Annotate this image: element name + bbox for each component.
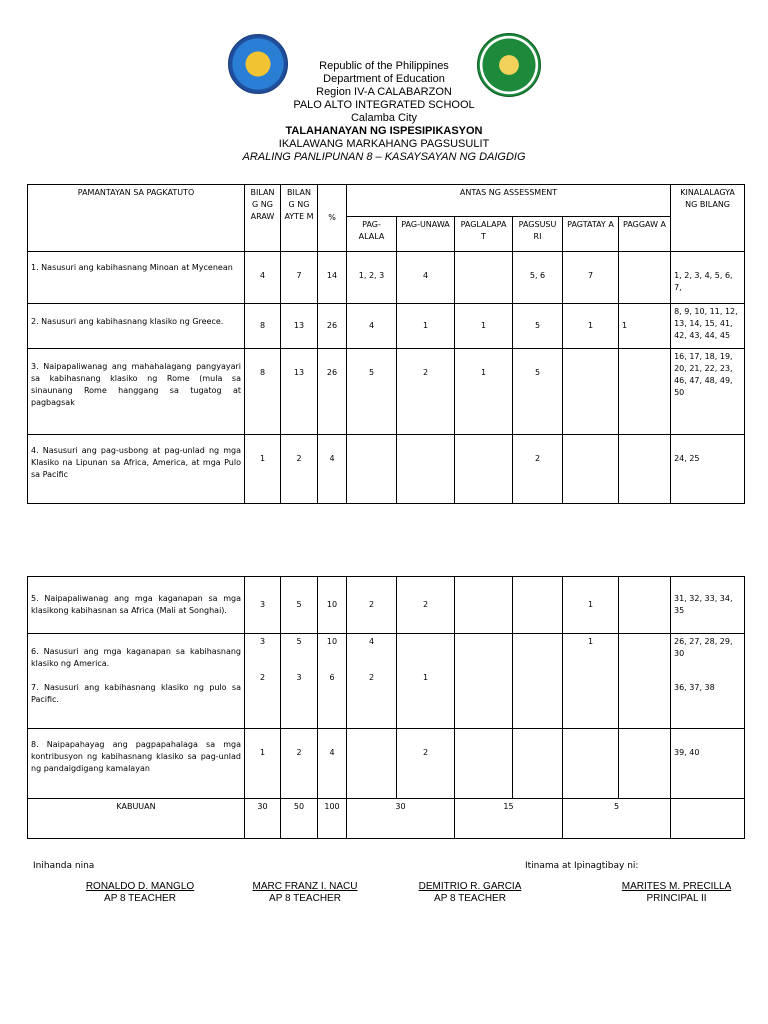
table-row [28,435,745,504]
row-percent: 26 [318,349,347,435]
signatory-2 [235,881,375,905]
total-level-c: 5 [563,799,671,839]
row-level-3 [455,252,513,304]
row-standard-6: 6. Nasusuri ang mga kaganapan sa kabihasnang klasiko ng America. [31,647,241,668]
row-level-3: 1 [455,349,513,435]
table-row [28,729,745,799]
row-level-5: 7 [563,252,619,304]
row-level-3 [455,577,513,634]
header-level-3: PAGLALAPA T [455,217,513,252]
row-level-1: 1, 2, 3 [347,252,397,304]
document-header [0,60,768,164]
row-level-2: 1 [397,304,455,349]
row-level-5 [563,435,619,504]
row-days: 4 [245,252,281,304]
row-level-4: 5 [513,304,563,349]
header-level-6: PAGGAW A [619,217,671,252]
row-days-6: 3 [259,637,266,646]
row-percent-7: 6 [329,673,335,682]
total-level-b: 15 [455,799,563,839]
row-items-7: 3 [296,673,302,682]
row-items: 5 [281,577,318,634]
row-standard: 5. Naipapaliwanag ang mga kaganapan sa mga klasikong kabihasnan sa Africa (Mali at Songhai). [28,577,245,634]
header-line-department: Department of Education [323,73,445,85]
table-row [28,577,745,634]
row-level-2-combined [397,634,455,729]
row-days-combined [245,634,281,729]
row-items: 7 [281,252,318,304]
row-level-1: 2 [347,577,397,634]
signatory-name: MARC FRANZ I. NACU [252,881,358,892]
table-row [28,252,745,304]
specification-table-part2 [27,576,745,839]
row-level-1-combined [347,634,397,729]
header-percent: % [318,185,347,252]
header-items: BILAN G NG AYTE M [281,185,318,252]
header-days: BILAN G NG ARAW [245,185,281,252]
header-line-region: Region IV-A CALABARZON [316,86,452,98]
row-level-4 [513,577,563,634]
row-level-4 [513,634,563,729]
row-days-7: 2 [259,673,266,682]
signatory-name: DEMITRIO R. GARCIA [418,881,522,892]
row-standard: 3. Naipapaliwanag ang mahahalagang pangyayari sa kabihasnang klasiko ng Rome (mula sa sinaunang Rome hanggang sa tugatog at pagbagsak [28,349,245,435]
row-percent: 26 [318,304,347,349]
row-percent: 4 [318,435,347,504]
document-title: TALAHANAYAN NG ISPESIPIKASYON [285,125,483,137]
row-level-5: 1 [563,577,619,634]
row-level-6 [619,729,671,799]
total-location [671,799,745,839]
signatory-role: AP 8 TEACHER [269,893,341,904]
row-level-2: 2 [397,729,455,799]
row-level-3 [455,634,513,729]
prepared-by-label: Inihanda nina [33,861,95,871]
row-location: 16, 17, 18, 19, 20, 21, 22, 23, 46, 47, 48, 49, 50 [671,349,745,435]
row-standard: 4. Nasusuri ang pag-usbong at pag-unlad ng mga Klasiko na Lipunan sa Africa, America, at mga Pulo sa Pacific [28,435,245,504]
row-level-6 [619,435,671,504]
row-location: 8, 9, 10, 11, 12, 13, 14, 15, 41, 42, 43, 44, 45 [671,304,745,349]
total-row [28,799,745,839]
row-location: 1, 2, 3, 4, 5, 6, 7, [671,252,745,304]
header-level-2: PAG-UNAWA [397,217,455,252]
row-level-6 [619,577,671,634]
row-percent-6: 10 [326,637,338,646]
signatory-3 [400,881,540,905]
row-items: 2 [281,729,318,799]
row-location: 24, 25 [671,435,745,504]
row-items-6: 5 [296,637,302,646]
row-standard-combined [28,634,245,729]
row-level-3: 1 [455,304,513,349]
signatory-role: PRINCIPAL II [646,893,707,904]
row-level-4: 2 [513,435,563,504]
row-level-4: 5 [513,349,563,435]
header-level-5: PAGTATAY A [563,217,619,252]
row-level-5-6: 1 [587,637,594,646]
table-row [28,634,745,729]
table-row [28,304,745,349]
row-level-6 [619,349,671,435]
row-standard: 1. Nasusuri ang kabihasnang Minoan at Mycenean [28,252,245,304]
row-percent: 4 [318,729,347,799]
header-city: Calamba City [350,112,418,124]
row-days: 8 [245,304,281,349]
row-standard: 8. Naipapahayag ang pagpapahalaga sa mga kontribusyon ng kabihasnang klasiko sa pag-unlad ng pandaigdigang kamalayan [28,729,245,799]
header-school-name: PALO ALTO INTEGRATED SCHOOL [293,99,475,111]
row-percent-combined [318,634,347,729]
header-location: KINALALAGYA NG BILANG [671,185,745,252]
header-level-1: PAG-ALALA [347,217,397,252]
row-level-1-7: 2 [368,673,375,682]
row-days: 3 [245,577,281,634]
exam-name: IKALAWANG MARKAHANG PAGSUSULIT [278,138,490,150]
row-level-1 [347,729,397,799]
row-level-1-6: 4 [368,637,375,646]
total-percent: 100 [318,799,347,839]
total-items: 50 [281,799,318,839]
row-level-6 [619,252,671,304]
signatory-1 [70,881,210,905]
signatory-4 [604,881,749,905]
row-location: 39, 40 [671,729,745,799]
header-standard: PAMANTAYAN SA PAGKATUTO [28,185,245,252]
table-row [28,349,745,435]
total-level-a: 30 [347,799,455,839]
row-days: 1 [245,435,281,504]
row-level-5 [563,729,619,799]
row-level-5 [563,349,619,435]
signatory-role: AP 8 TEACHER [434,893,506,904]
signatory-name: MARITES M. PRECILLA [621,881,732,892]
row-location: 31, 32, 33, 34, 35 [671,577,745,634]
row-items-combined [281,634,318,729]
row-location-7: 36, 37, 38 [674,683,715,692]
row-level-6: 1 [619,304,671,349]
row-percent: 10 [318,577,347,634]
row-level-1 [347,435,397,504]
approved-by-label: Itinama at Ipinagtibay ni: [525,861,639,871]
row-items: 2 [281,435,318,504]
header-level-4: PAGSUSU RI [513,217,563,252]
row-level-2: 2 [397,577,455,634]
row-level-3 [455,729,513,799]
row-level-2: 4 [397,252,455,304]
row-location-combined [671,634,745,729]
signatory-role: AP 8 TEACHER [104,893,176,904]
signatory-name: RONALDO D. MANGLO [85,881,195,892]
row-level-2 [397,435,455,504]
row-days: 1 [245,729,281,799]
row-standard-7: 7. Nasusuri ang kabihasnang klasiko ng pulo sa Pacific. [31,683,241,704]
row-level-2: 2 [397,349,455,435]
subject-name: ARALING PANLIPUNAN 8 – KASAYSAYAN NG DAIGDIG [242,151,526,163]
row-items: 13 [281,304,318,349]
row-level-1: 4 [347,304,397,349]
row-level-5-combined [563,634,619,729]
row-level-6 [619,634,671,729]
row-days: 8 [245,349,281,435]
total-days: 30 [245,799,281,839]
row-level-3 [455,435,513,504]
row-items: 13 [281,349,318,435]
specification-table-part1 [27,184,745,504]
row-standard: 2. Nasusuri ang kabihasnang klasiko ng Greece. [28,304,245,349]
row-level-4: 5, 6 [513,252,563,304]
header-line-republic: Republic of the Philippines [319,60,449,72]
row-location-6: 26, 27, 28, 29, 30 [674,637,733,658]
row-level-1: 5 [347,349,397,435]
row-level-5: 1 [563,304,619,349]
header-antas: ANTAS NG ASSESSMENT [347,185,671,217]
row-level-2-7: 1 [422,673,429,682]
row-percent: 14 [318,252,347,304]
total-label: KABUUAN [28,799,245,839]
row-level-4 [513,729,563,799]
